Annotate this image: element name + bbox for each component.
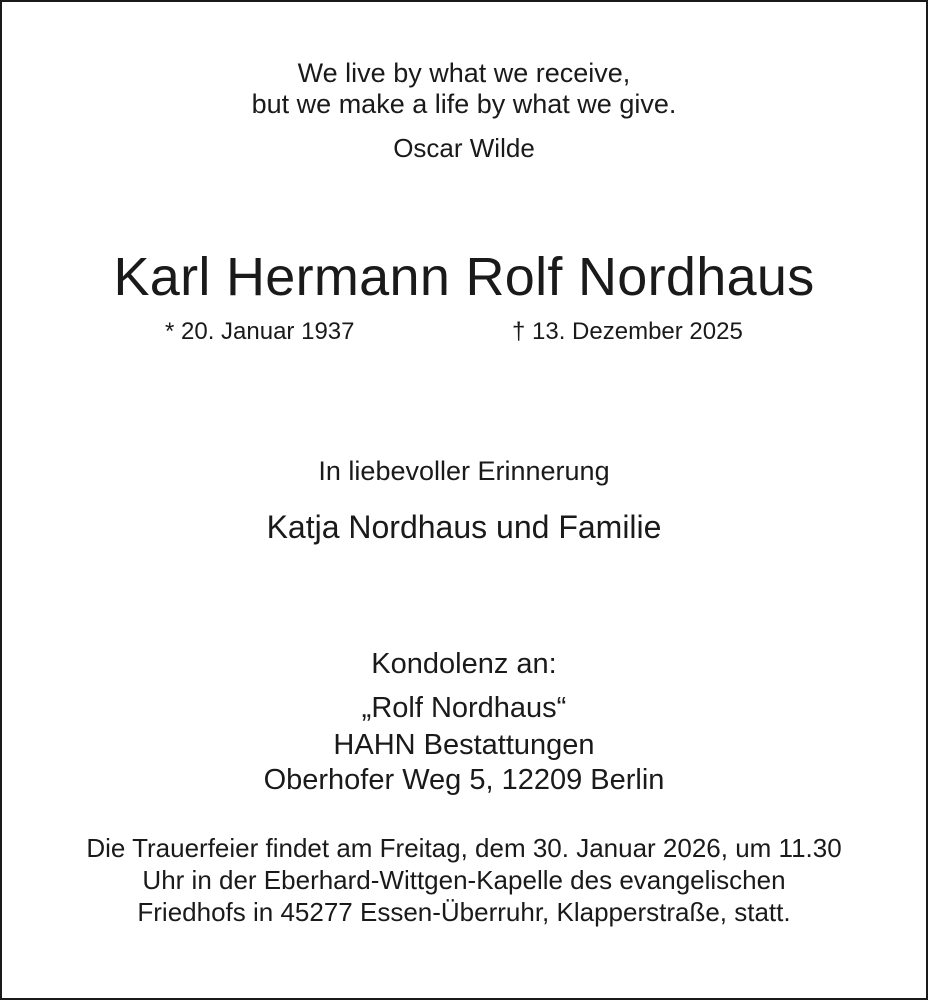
funeral-home-address: Oberhofer Weg 5, 12209 Berlin <box>263 764 665 796</box>
death-date: † 13. Dezember 2025 <box>512 318 743 345</box>
ceremony-line-1: Die Trauerfeier findet am Freitag, dem 30. Januar 2026, um 11.30 <box>86 833 842 863</box>
condolence-heading: Kondolenz an: <box>371 648 557 680</box>
condolence-recipient: „Rolf Nordhaus“ <box>361 692 567 724</box>
memorial-phrase: In liebevoller Erinnerung <box>318 456 610 486</box>
quote-author: Oscar Wilde <box>393 133 535 163</box>
quote-line-2: but we make a life by what we give. <box>251 89 677 119</box>
mourning-family: Katja Nordhaus und Familie <box>266 509 662 545</box>
ceremony-line-2: Uhr in der Eberhard-Wittgen-Kapelle des evangelischen <box>142 865 786 895</box>
birth-date: * 20. Januar 1937 <box>165 318 355 345</box>
quote-line-1: We live by what we receive, <box>297 58 631 88</box>
deceased-name: Karl Hermann Rolf Nordhaus <box>113 247 815 307</box>
ceremony-line-3: Friedhofs in 45277 Essen-Überruhr, Klapperstraße, statt. <box>137 897 791 927</box>
funeral-home-name: HAHN Bestattungen <box>333 729 595 761</box>
life-dates <box>2 316 926 348</box>
